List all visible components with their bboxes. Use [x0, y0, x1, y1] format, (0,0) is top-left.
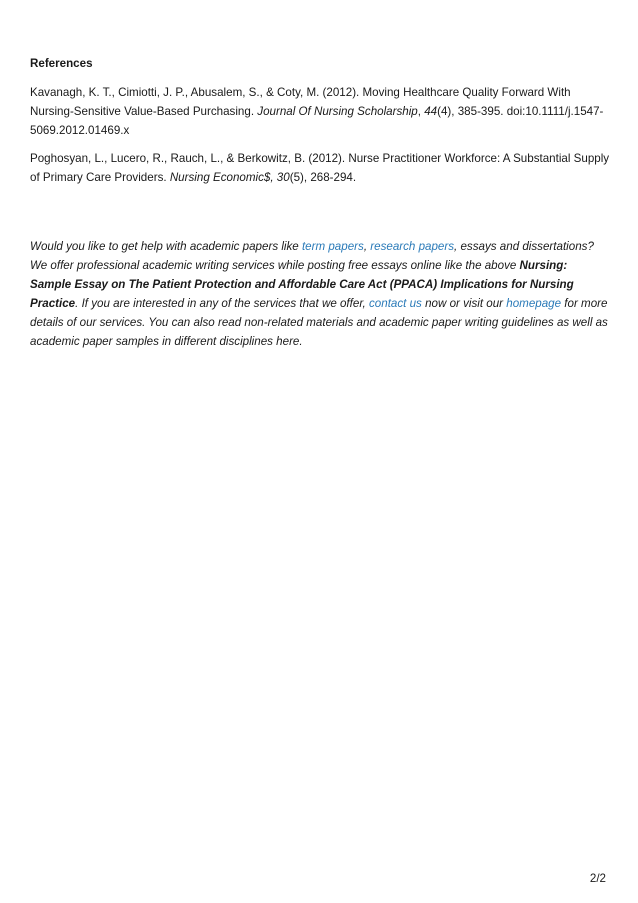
promo-text: . If you are interested in any of the services that we offer,: [75, 297, 369, 310]
promo-text: Would you like to get help with academic papers like: [30, 240, 302, 253]
promo-paragraph: [30, 237, 610, 351]
reference-text: (4), 385-395. doi:10.1111/j.1547-5069.2012.01469.x: [30, 105, 604, 137]
contact-us-link[interactable]: contact us: [369, 297, 422, 310]
promo-text: ,: [363, 240, 371, 253]
journal-title: Nursing Economic$,: [169, 171, 274, 184]
reference-text: (5), 268-294.: [289, 171, 357, 184]
research-papers-link[interactable]: research papers: [370, 240, 455, 253]
essay-title: Nursing: Sample Essay on The Patient Protection and Affordable Care Act (PPACA) Implications for Nursing Practice: [30, 259, 574, 310]
page-number: 2/2: [589, 872, 606, 885]
promo-text: now or visit our: [421, 297, 507, 310]
reference-entry-poghosyan: [30, 149, 610, 187]
reference-text: Poghosyan, L., Lucero, R., Rauch, L., & Berkowitz, B. (2012). Nurse Practitioner Workforce: A Substantial Supply of Primary Care Providers.: [30, 152, 610, 184]
term-papers-link[interactable]: term papers: [301, 240, 364, 253]
references-heading: References: [30, 57, 93, 70]
journal-volume: 30: [276, 171, 290, 184]
references-section: [30, 54, 610, 196]
reference-text: Kavanagh, K. T., Cimiotti, J. P., Abusalem, S., & Coty, M. (2012). Moving Healthcare Quality Forward With Nursing-Sensitive Value-Based Purchasing.: [30, 86, 571, 118]
reference-entry-kavanagh: [30, 83, 610, 140]
homepage-link[interactable]: homepage: [506, 297, 562, 310]
journal-volume: 44: [424, 105, 438, 118]
journal-title: Journal Of Nursing Scholarship: [257, 105, 418, 118]
promo-text: , essays and dissertations? We offer professional academic writing services while posting free essays online like the above: [30, 240, 594, 272]
promo-text: for more details of our services. You can also read non-related materials and academic paper writing guidelines as well as academic paper samples in different disciplines here.: [30, 297, 608, 348]
reference-text: ,: [417, 105, 425, 118]
